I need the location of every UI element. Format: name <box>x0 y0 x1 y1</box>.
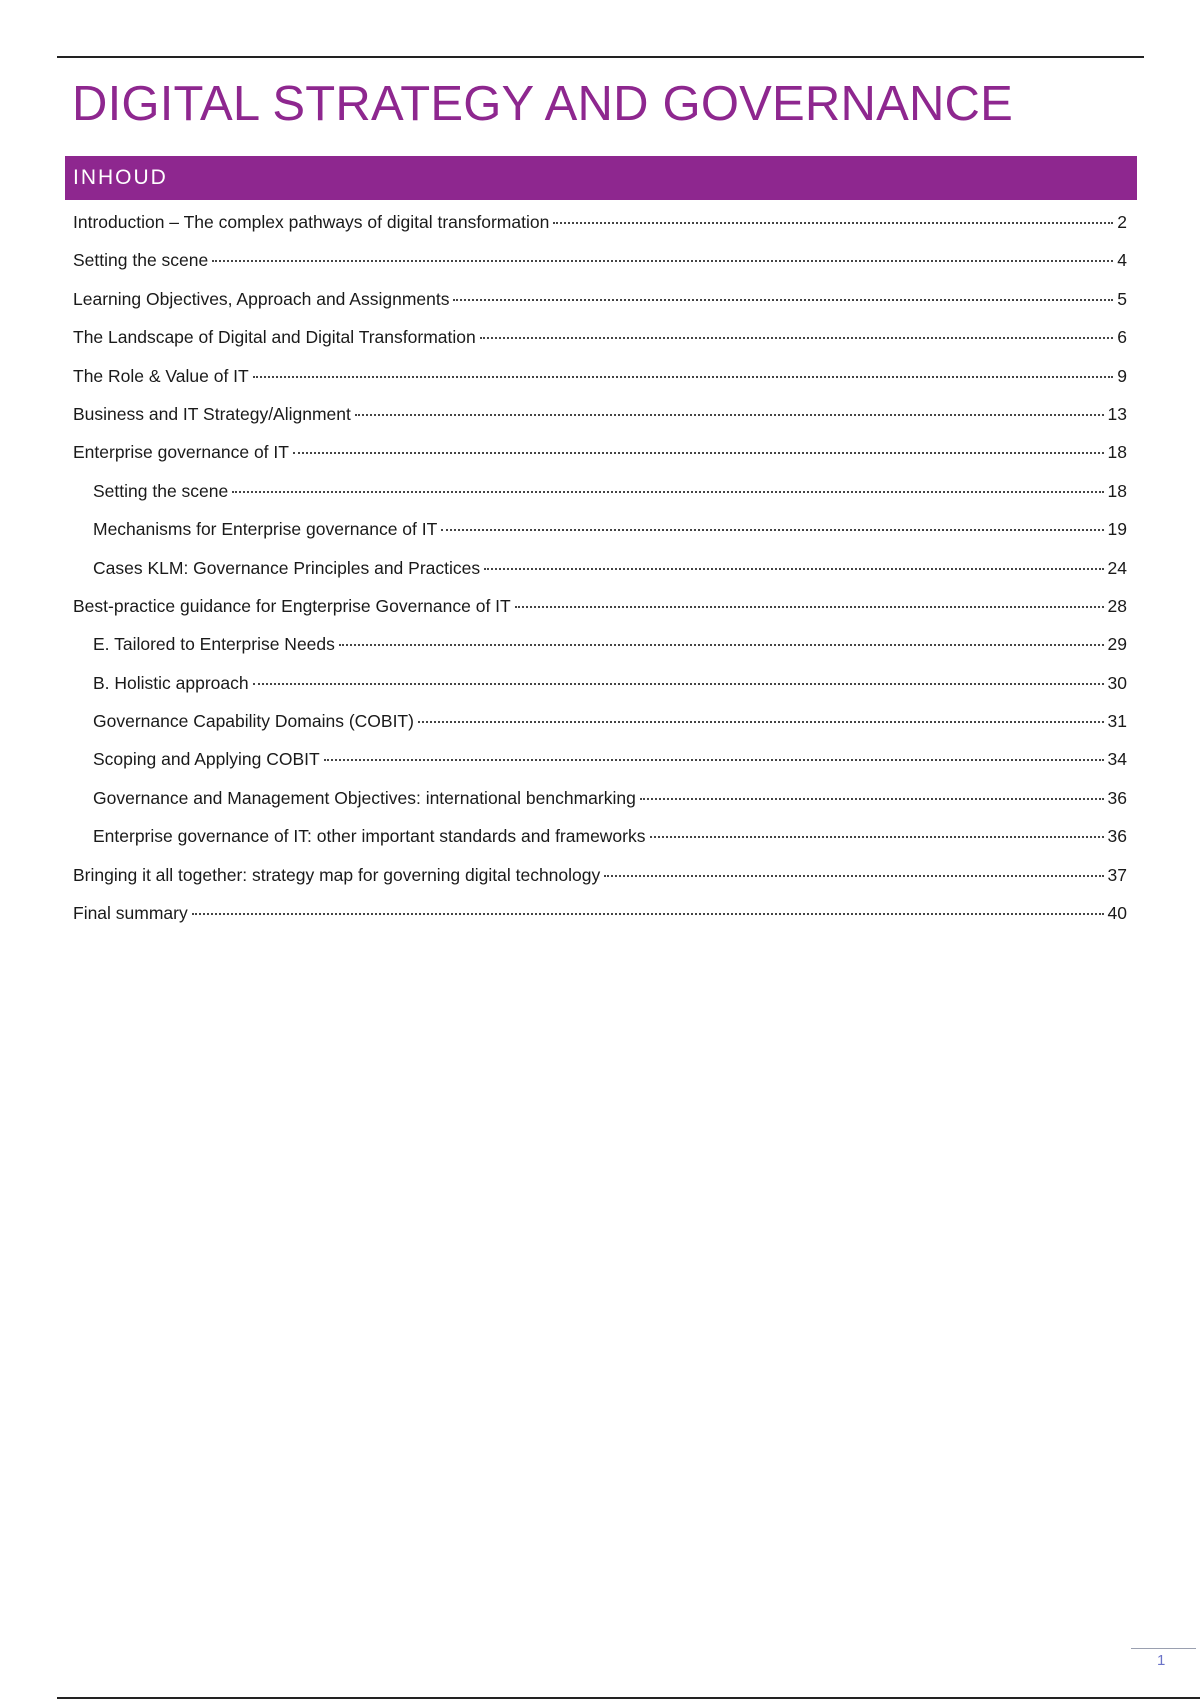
toc-entry-page: 19 <box>1107 519 1127 540</box>
toc-entry-label: Governance Capability Domains (COBIT) <box>93 711 414 732</box>
dot-leader <box>253 376 1114 378</box>
toc-entry-label: The Role & Value of IT <box>73 365 249 386</box>
toc-entry-label: Business and IT Strategy/Alignment <box>73 403 351 424</box>
toc-header-bar <box>65 156 1137 200</box>
toc-entry-label: E. Tailored to Enterprise Needs <box>93 634 335 655</box>
toc-entry[interactable] <box>73 472 1127 510</box>
toc-entry-page: 24 <box>1107 557 1127 578</box>
toc-entry[interactable] <box>73 241 1127 279</box>
toc-entry-label: Final summary <box>73 903 188 924</box>
toc-entry[interactable] <box>73 280 1127 318</box>
dot-leader <box>480 337 1114 339</box>
toc-entry-label: The Landscape of Digital and Digital Transformation <box>73 327 476 348</box>
toc-entry-label: Setting the scene <box>73 250 209 271</box>
toc-entry[interactable] <box>73 357 1127 395</box>
toc-entry-page: 34 <box>1107 749 1127 770</box>
toc-entry[interactable] <box>73 203 1127 241</box>
toc-entry[interactable] <box>73 702 1127 740</box>
toc-entry[interactable] <box>73 817 1127 855</box>
toc-entry-page: 9 <box>1117 365 1127 386</box>
toc-entry-label: Enterprise governance of IT <box>73 442 289 463</box>
toc-entry-page: 30 <box>1107 672 1127 693</box>
dot-leader <box>418 721 1104 723</box>
toc-entry-page: 40 <box>1107 903 1127 924</box>
dot-leader <box>339 644 1104 646</box>
top-rule <box>57 56 1144 58</box>
toc-entry[interactable] <box>73 587 1127 625</box>
dot-leader <box>293 452 1104 454</box>
toc-entry-page: 37 <box>1107 864 1127 885</box>
toc-entry-label: Bringing it all together: strategy map for governing digital technology <box>73 864 601 885</box>
toc-entry[interactable] <box>73 510 1127 548</box>
toc-entry-label: Learning Objectives, Approach and Assignments <box>73 288 450 309</box>
toc-entry-label: Governance and Management Objectives: international benchmarking <box>93 787 636 808</box>
dot-leader <box>553 222 1113 224</box>
toc-entry-page: 2 <box>1117 212 1127 232</box>
dot-leader <box>324 759 1104 761</box>
toc-heading: INHOUD <box>73 166 168 189</box>
toc-entry-label: Best-practice guidance for Engterprise Governance of IT <box>73 595 511 616</box>
toc-entry-label: Enterprise governance of IT: other important standards and frameworks <box>93 826 646 847</box>
toc-entry-label: Setting the scene <box>93 480 229 501</box>
table-of-contents <box>73 203 1127 932</box>
toc-entry[interactable] <box>73 625 1127 663</box>
bottom-rule <box>57 1697 1200 1699</box>
toc-entry-page: 36 <box>1107 826 1127 847</box>
toc-entry[interactable] <box>73 433 1127 471</box>
dot-leader <box>355 414 1104 416</box>
dot-leader <box>650 836 1104 838</box>
document-title: DIGITAL STRATEGY AND GOVERNANCE <box>72 77 1014 131</box>
toc-entry-label: Cases KLM: Governance Principles and Practices <box>93 557 481 578</box>
toc-entry-page: 29 <box>1107 634 1127 655</box>
toc-entry-label: Mechanisms for Enterprise governance of IT <box>93 519 438 540</box>
toc-entry-page: 13 <box>1107 403 1127 424</box>
toc-entry-page: 6 <box>1117 327 1127 348</box>
toc-entry-page: 18 <box>1107 480 1127 501</box>
dot-leader <box>192 913 1104 915</box>
toc-entry[interactable] <box>73 664 1127 702</box>
dot-leader <box>441 529 1103 531</box>
dot-leader <box>453 299 1113 301</box>
toc-entry-page: 31 <box>1107 711 1127 732</box>
toc-entry[interactable] <box>73 856 1127 894</box>
dot-leader <box>212 260 1113 262</box>
toc-entry-label: Introduction – The complex pathways of digital transformation <box>73 212 550 232</box>
toc-entry-page: 4 <box>1117 250 1127 271</box>
toc-entry-label: B. Holistic approach <box>93 672 249 693</box>
toc-entry-page: 36 <box>1107 787 1127 808</box>
toc-entry[interactable] <box>73 318 1127 356</box>
toc-entry-page: 28 <box>1107 595 1127 616</box>
toc-entry[interactable] <box>73 740 1127 778</box>
dot-leader <box>232 491 1103 493</box>
dot-leader <box>253 683 1104 685</box>
toc-entry-page: 18 <box>1107 442 1127 463</box>
toc-entry-page: 5 <box>1117 288 1127 309</box>
toc-entry[interactable] <box>73 549 1127 587</box>
toc-entry-label: Scoping and Applying COBIT <box>93 749 320 770</box>
dot-leader <box>484 568 1103 570</box>
toc-entry[interactable] <box>73 894 1127 932</box>
dot-leader <box>640 798 1104 800</box>
page-number: 1 <box>1157 1652 1166 1669</box>
dot-leader <box>515 606 1104 608</box>
dot-leader <box>604 875 1103 877</box>
footer-rule <box>1131 1648 1196 1649</box>
toc-entry[interactable] <box>73 395 1127 433</box>
toc-entry[interactable] <box>73 779 1127 817</box>
